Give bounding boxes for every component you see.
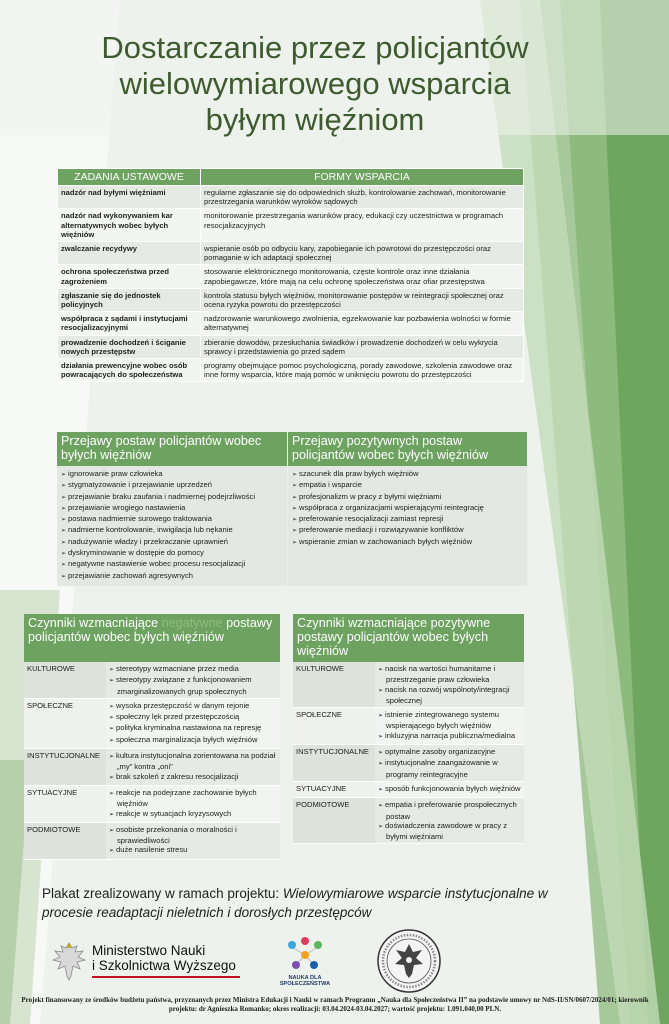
page-title [50, 30, 580, 138]
list-item: ➢ kultura instytucjonalna zorientowana na podział „my” kontra „oni” [109, 751, 277, 772]
factor-row [24, 662, 280, 698]
list-item: ➢ reakcje w sytuacjach kryzysowych [109, 809, 277, 820]
negative-attitudes-box [57, 432, 287, 584]
positive-factors-box [293, 614, 524, 844]
factor-row [24, 698, 280, 748]
factor-items [106, 662, 280, 698]
factor-label: SYTUACYJNE [293, 781, 375, 797]
factor-label: KULTUROWE [24, 662, 106, 698]
list-item: ➢ duże nasilenie stresu [109, 845, 277, 856]
task-cell: ochrona społeczeństwa przed zagrożeniem [58, 265, 201, 288]
list-item: ➢ empatia i wsparcie [292, 480, 523, 491]
university-seal [376, 928, 442, 994]
list-item: ➢ przejawianie wrogiego nastawienia [61, 503, 283, 514]
ministry-line: i Szkolnictwa Wyższego [92, 958, 236, 973]
list-item: ➢ osobiste przekonania o moralności i sprawiedliwości [109, 825, 277, 846]
factor-row [293, 662, 524, 708]
ministry-line: Ministerstwo Nauki [92, 943, 206, 958]
factor-label: PODMIOTOWE [293, 798, 375, 844]
support-cell: wspieranie osób po odbyciu kary, zapobieganie ich powrotowi do przestępczości oraz pomaganie w ich adaptacji społecznej [201, 242, 524, 265]
column-header-tasks: ZADANIA USTAWOWE [58, 169, 201, 186]
ministry-logo [50, 940, 240, 982]
heading-faded-part: negatywne [161, 616, 223, 630]
factor-items [375, 662, 524, 708]
list-item: ➢ inkluzyjna narracja publiczna/medialna [378, 731, 521, 742]
heading-part: Czynniki wzmacniające [28, 616, 159, 630]
positive-attitudes-list [288, 466, 527, 586]
table-row [58, 209, 524, 242]
list-item: ➢ preferowanie mediacji i rozwiązywanie konfliktów [292, 525, 523, 536]
factor-items [375, 781, 524, 797]
table-row [58, 312, 524, 335]
eagle-emblem-icon [50, 940, 88, 982]
table-row [58, 335, 524, 358]
task-cell: działania prewencyjne wobec osób powracających do społeczeństwa [58, 359, 201, 382]
list-item: ➢ nadmierne kontrolowanie, inwigilacja lub nękanie [61, 525, 283, 536]
negative-attitudes-heading: Przejawy postaw policjantów wobec byłych więźniów [57, 432, 287, 466]
list-item: ➢ przejawianie braku zaufania i nadmiernej podejrzliwości [61, 492, 283, 503]
nds-line: NAUKA DLA [288, 975, 322, 981]
factor-row [293, 781, 524, 797]
factor-items [106, 698, 280, 748]
list-item: ➢ ignorowanie praw człowieka [61, 469, 283, 480]
list-item: ➢ preferowanie resocjalizacji zamiast represji [292, 514, 523, 525]
list-item: ➢ społeczna marginalizacja byłych więźniów [109, 735, 277, 746]
list-item: ➢ społeczny lęk przed przestępczością [109, 712, 277, 723]
negative-factors-heading [24, 614, 280, 662]
list-item: ➢ instytucjonalne zaangażowanie w programy reintegracyjne [378, 758, 521, 779]
table-row [58, 288, 524, 311]
table-row [58, 359, 524, 382]
factor-label: SPOŁECZNE [293, 708, 375, 745]
list-item: ➢ optymalne zasoby organizacyjne [378, 747, 521, 758]
list-item: ➢ postawa nadmiernie surowego traktowania [61, 514, 283, 525]
support-cell: stosowanie elektronicznego monitorowania, częste kontrole oraz inne działania zapobiegawcze, które mają na celu ochronę społeczeństwa oraz ofiar przestępstwa [201, 265, 524, 288]
nds-line: SPOŁECZEŃSTWA [279, 981, 331, 987]
list-item: ➢ przejawianie zachowań agresywnych [61, 571, 283, 582]
title-line: byłym więźniom [205, 102, 425, 137]
negative-factors-table [24, 662, 280, 860]
factor-row [293, 745, 524, 782]
table-row [58, 265, 524, 288]
task-cell: nadzór nad byłymi więźniami [58, 186, 201, 209]
factor-label: INSTYTUCJONALNE [24, 749, 106, 786]
list-item: ➢ doświadczenia zawodowe w pracy z byłymi więźniami [378, 821, 521, 842]
list-item: ➢ stereotypy wzmacniane przez media [109, 664, 277, 675]
list-item: ➢ istnienie zintegrowanego systemu wspierającego byłych więźniów [378, 710, 521, 731]
support-cell: monitorowanie przestrzegania warunków pracy, edukacji czy uczestnictwa w programach resocjalizacyjnych [201, 209, 524, 242]
factor-label: INSTYTUCJONALNE [293, 745, 375, 782]
support-cell: nadzorowanie warunkowego zwolnienia, egzekwowanie kar pozbawienia wolności w formie alternatywnej [201, 312, 524, 335]
seal-emblem-icon [376, 928, 442, 994]
task-cell: współpraca z sądami i instytucjami resocjalizacyjnymi [58, 312, 201, 335]
table-row [58, 186, 524, 209]
factor-row [24, 822, 280, 859]
factor-label: SYTUACYJNE [24, 785, 106, 822]
project-prefix: Plakat zrealizowany w ramach projektu: [42, 886, 283, 901]
list-item: ➢ brak szkoleń z zakresu resocjalizacji [109, 772, 277, 783]
title-line: Dostarczanie przez policjantów [101, 30, 529, 65]
project-name: Wielowymiarowe wsparcie instytucjonalne w procesie readaptacji nieletnich i dorosłych przestępców [42, 886, 548, 920]
support-cell: kontrola statusu byłych więźniów, monitorowanie postępów w reintegracji społecznej oraz ocena ryzyka powrotu do przestępczości [201, 288, 524, 311]
factor-row [293, 708, 524, 745]
list-item: ➢ reakcje na podejrzane zachowanie byłych więźniów [109, 788, 277, 809]
column-header-support: FORMY WSPARCIA [201, 169, 524, 186]
negative-attitudes-list [57, 466, 287, 586]
positive-attitudes-heading: Przejawy pozytywnych postaw policjantów wobec byłych więźniów [288, 432, 527, 466]
list-item: ➢ szacunek dla praw byłych więźniów [292, 469, 523, 480]
factor-items [375, 708, 524, 745]
task-cell: zwalczanie recydywy [58, 242, 201, 265]
list-item: ➢ sposób funkcjonowania byłych więźniów [378, 784, 521, 795]
table-row [58, 242, 524, 265]
tasks-table [57, 168, 524, 382]
factor-label: PODMIOTOWE [24, 822, 106, 859]
factor-row [24, 749, 280, 786]
list-item: ➢ dyskryminowanie w dostępie do pomocy [61, 548, 283, 559]
list-item: ➢ wysoka przestępczość w danym rejonie [109, 701, 277, 712]
task-cell: prowadzenie dochodzeń i ściganie nowych przestępstw [58, 335, 201, 358]
ministry-underline [92, 976, 240, 978]
ministry-name [92, 943, 236, 973]
title-line: wielowymiarowego wsparcia [119, 66, 511, 101]
list-item: ➢ polityka kryminalna nastawiona na represję [109, 723, 277, 734]
list-item: ➢ współpraca z organizacjami wspierającymi reintegrację [292, 503, 523, 514]
factor-items [106, 785, 280, 822]
negative-factors-box [24, 614, 280, 860]
list-item: ➢ empatia i preferowanie prospołecznych postaw [378, 800, 521, 821]
list-item: ➢ nacisk na wartości humanitarne i przestrzeganie praw człowieka [378, 664, 521, 685]
task-cell: zgłaszanie się do jednostek policyjnych [58, 288, 201, 311]
factor-items [106, 822, 280, 859]
factor-row [24, 785, 280, 822]
support-cell: programy obejmujące pomoc psychologiczną, porady zawodowe, szkolenia zawodowe oraz inne formy wsparcia, które mają pomóc w uniknięciu powrotu do przestępczości [201, 359, 524, 382]
factor-label: SPOŁECZNE [24, 698, 106, 748]
factor-items [106, 749, 280, 786]
factor-row [293, 798, 524, 844]
support-cell: regularne zgłaszanie się do odpowiednich służb, kontrolowanie zachowań, monitorowanie przestrzegania warunków wyroków sądowych [201, 186, 524, 209]
funding-footer: Projekt finansowany ze środków budżetu państwa, przyznanych przez Ministra Edukacji i Nauki w ramach Programu „Nauka dla Społeczeństwa II” na podstawie umowy nr NdS-II/SN/0607/2024/01; kierownik projektu: dr Agnieszka Romanko; okres realizacji: 03.04.2024-03.04.2027; wartość projektu: 1.091.040,00 PLN. [21, 996, 649, 1013]
factor-items [375, 798, 524, 844]
positive-factors-heading: Czynniki wzmacniające pozytywne postawy policjantów wobec byłych więźniów [293, 614, 524, 662]
list-item: ➢ wspieranie zmian w zachowaniach byłych więźniów [292, 537, 523, 548]
list-item: ➢ stygmatyzowanie i przejawianie uprzedzeń [61, 480, 283, 491]
list-item: ➢ negatywne nastawienie wobec procesu resocjalizacji [61, 559, 283, 570]
positive-factors-table [293, 662, 524, 844]
list-item: ➢ profesjonalizm w pracy z byłymi więźniami [292, 492, 523, 503]
list-item: ➢ nacisk na rozwój wspólnoty/integracji społecznej [378, 685, 521, 706]
list-item: ➢ stereotypy związane z funkcjonowaniem zmarginalizowanych grup społecznych [109, 675, 277, 696]
network-people-icon [270, 935, 340, 973]
factor-label: KULTUROWE [293, 662, 375, 708]
nauka-dla-spoleczenstwa-logo [270, 935, 340, 987]
factor-items [375, 745, 524, 782]
nds-caption [270, 975, 340, 987]
heading-part: postawy policjantów wobec byłych więźniów [28, 616, 273, 644]
list-item: ➢ nadużywanie władzy i przekraczanie uprawnień [61, 537, 283, 548]
positive-attitudes-box [288, 432, 527, 584]
support-cell: zbieranie dowodów, przesłuchania świadków i prowadzenie dochodzeń w celu wykrycia sprawcy i przedstawienia go przed sądem [201, 335, 524, 358]
project-note [42, 884, 602, 922]
task-cell: nadzór nad wykonywaniem kar alternatywnych wobec byłych więźniów [58, 209, 201, 242]
